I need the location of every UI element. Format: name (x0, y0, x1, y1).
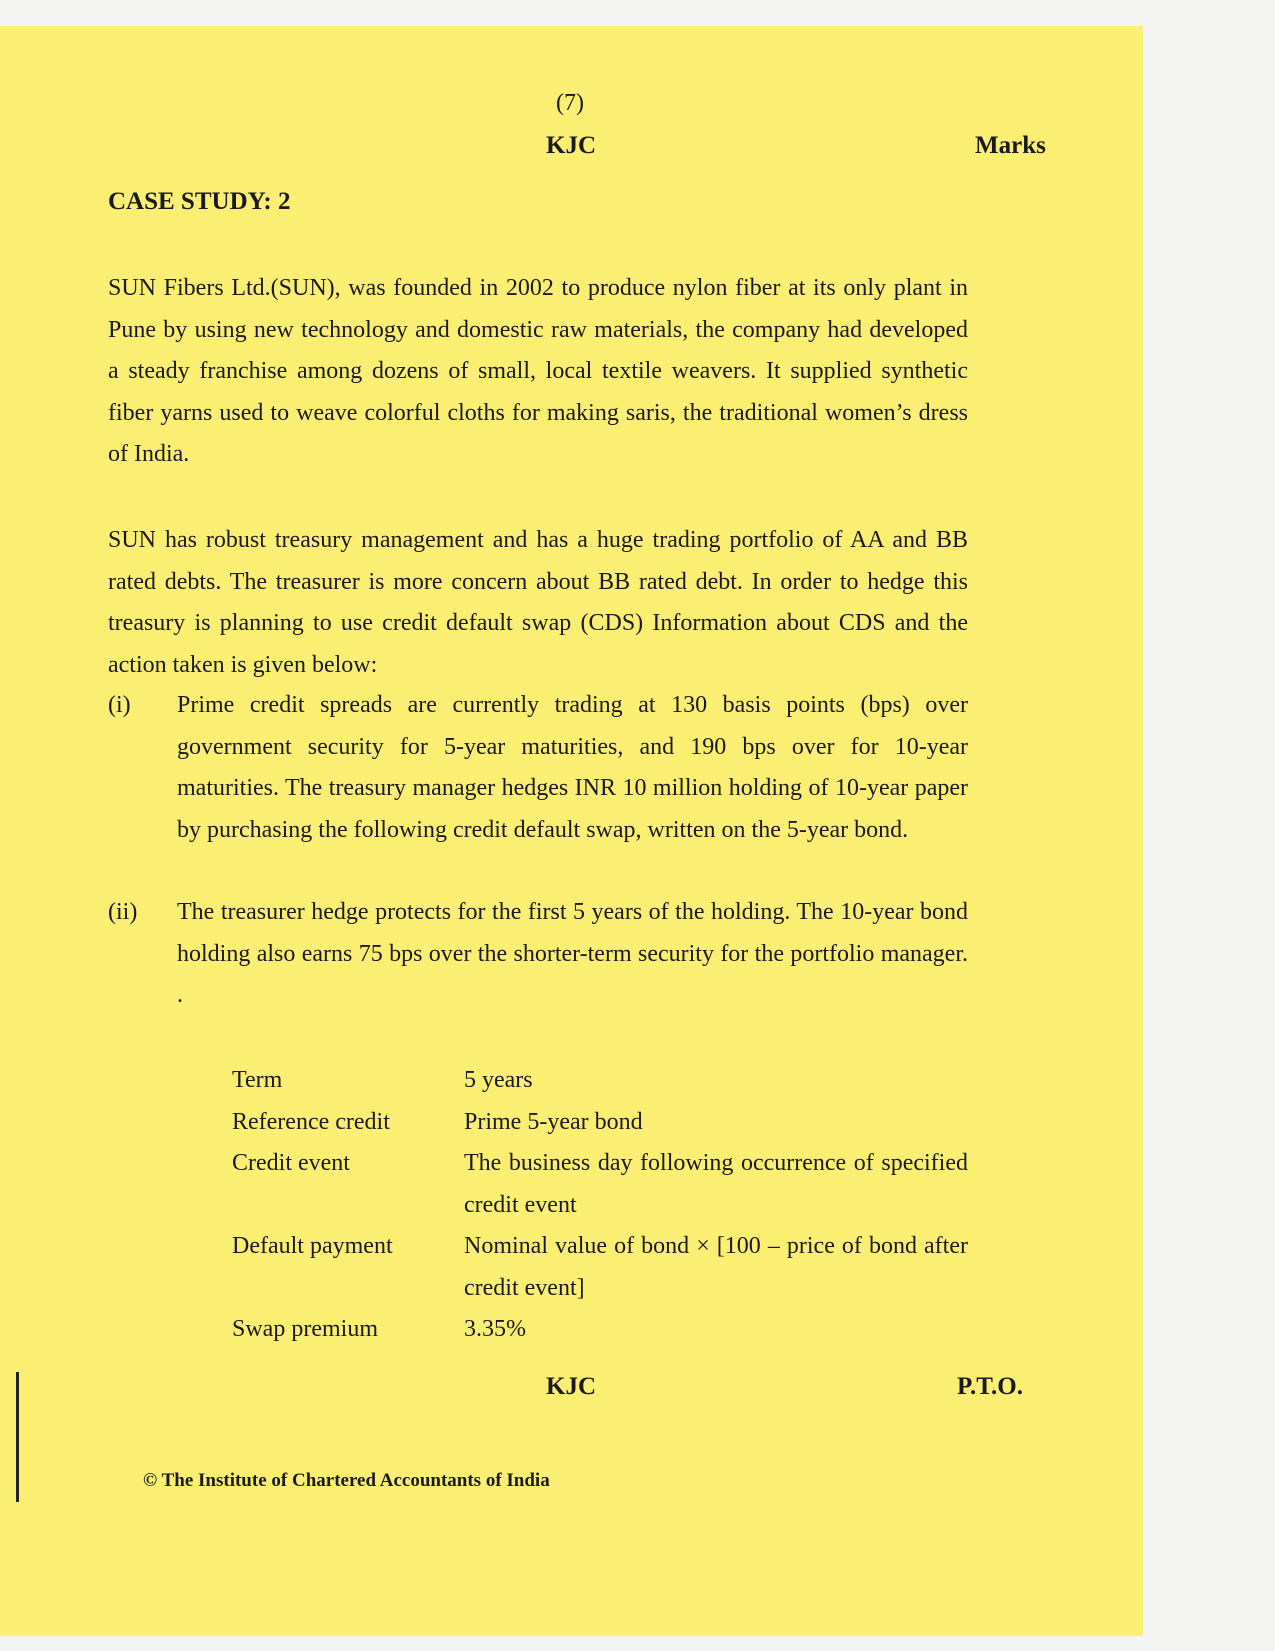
swap-term-row (232, 1102, 968, 1144)
swap-term-value: 5 years (464, 1067, 533, 1093)
swap-term-value: 3.35% (464, 1316, 526, 1342)
swap-term-value: Prime 5-year bond (464, 1108, 643, 1135)
swap-term-value: Nominal value of bond × [100 – price of bond after credit event] (464, 1233, 968, 1301)
swap-term-key: Default payment (232, 1233, 393, 1259)
list-item-text: The treasurer hedge protects for the first 5 years of the holding. The 10-year bond holding also earns 75 bps over the shorter-term security for the portfolio manager. . (177, 899, 968, 1008)
page-number: (7) (556, 90, 584, 116)
pto-label: P.T.O. (957, 1373, 1023, 1400)
swap-term-row (232, 1226, 968, 1309)
swap-term-key: Swap premium (232, 1316, 378, 1342)
swap-term-value: The business day following occurrence of specified credit event (464, 1150, 968, 1218)
swap-term-row (232, 1309, 968, 1351)
marks-label: Marks (975, 132, 1046, 159)
swap-term-row (232, 1060, 968, 1102)
footer-code: KJC (546, 1373, 596, 1400)
copyright-notice: © The Institute of Chartered Accountants of India (143, 1470, 550, 1491)
header-code: KJC (546, 132, 596, 159)
swap-terms-table (232, 1060, 968, 1351)
intro-paragraph: SUN Fibers Ltd.(SUN), was founded in 2002 to produce nylon fiber at its only plant in Pune by using new technology and domestic raw materials, the company had developed a steady franchise among dozens of small, local textile weavers. It supplied synthetic fiber yarns used to weave colorful cloths for making saris, the traditional women’s dress of India. (108, 275, 968, 467)
swap-term-key: Reference credit (232, 1108, 390, 1135)
list-item-label: (ii) (108, 899, 138, 925)
swap-term-row (232, 1143, 968, 1226)
treasury-paragraph: SUN has robust treasury management and has a huge trading portfolio of AA and BB rated debts. The treasurer is more concern about BB rated debt. In order to hedge this treasury is planning to use credit default swap (CDS) Information about CDS and the action taken is given below: (108, 527, 968, 678)
swap-term-key: Term (232, 1067, 283, 1093)
list-item-label: (i) (108, 692, 131, 718)
margin-line (16, 1372, 19, 1502)
swap-term-key: Credit event (232, 1150, 350, 1176)
list-item-text: Prime credit spreads are currently trading at 130 basis points (bps) over government security for 5-year maturities, and 190 bps over for 10-year maturities. The treasury manager hedges INR 10 million holding of 10-year paper by purchasing the following credit default swap, written on the 5-year bond. (177, 692, 968, 843)
case-study-title: CASE STUDY: 2 (108, 188, 291, 215)
